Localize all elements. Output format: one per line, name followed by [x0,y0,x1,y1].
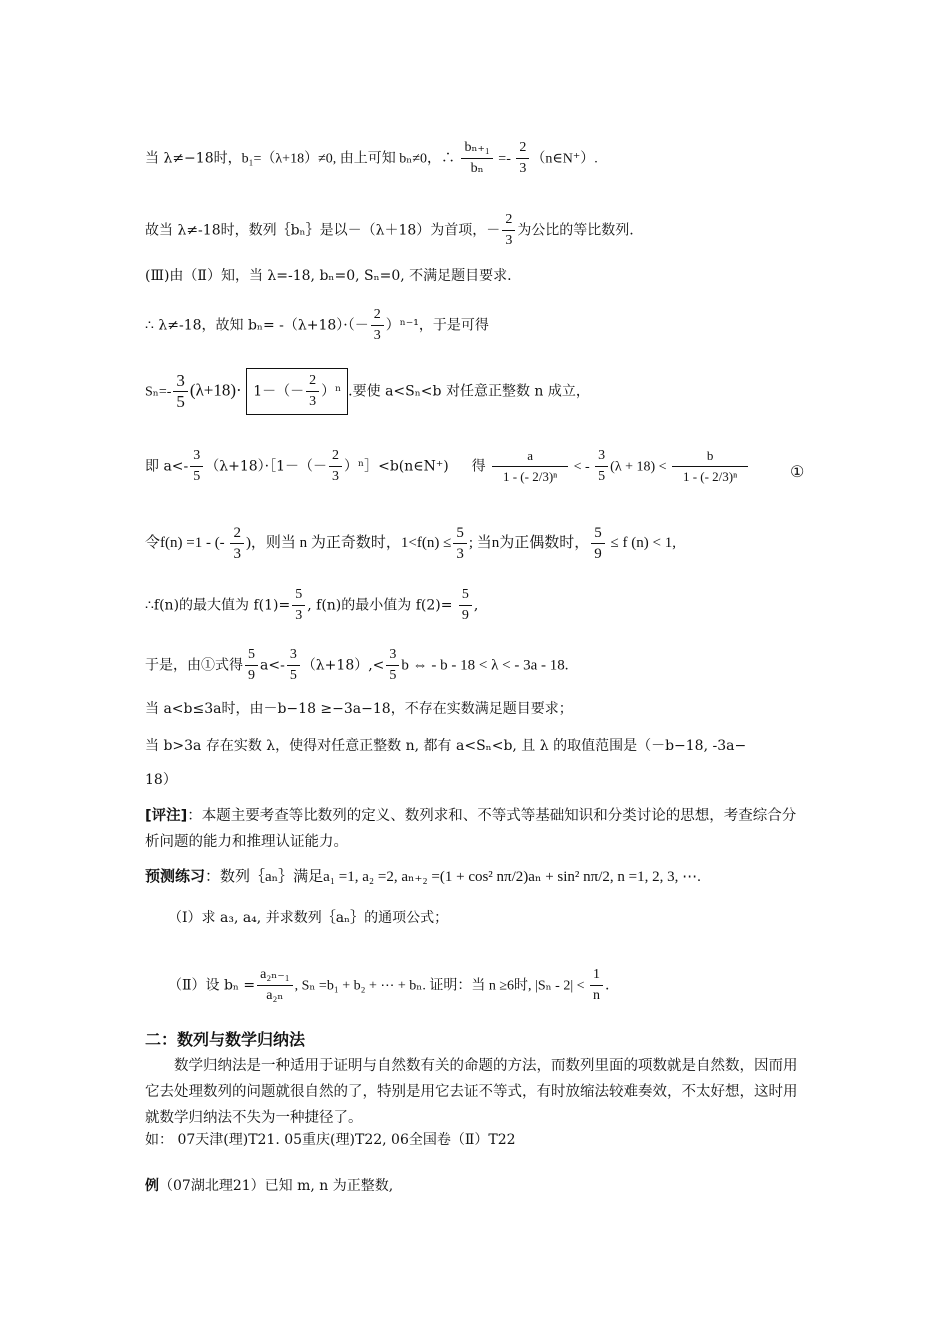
text: 为公比的等比数列. [517,222,634,239]
fraction [173,371,188,412]
denominator: 5 [598,469,606,484]
solution-line-6 [145,446,750,487]
equation-tag [790,462,804,482]
numerator: 2 [329,446,342,467]
example-label: 例 [145,1178,159,1194]
practice-part-2 [168,965,609,1006]
fraction [591,523,605,564]
denominator: 1 - (- 2/3)ⁿ [502,469,558,484]
section-heading [145,1030,305,1050]
fraction [190,446,203,487]
denominator: 3 [295,608,303,623]
numerator: 5 [292,585,305,606]
text: （λ+18）·［1－（－ [205,458,328,475]
text: b ⇔ - b - 18 < λ < - 3a - 18. [401,657,569,674]
practice-part-1 [168,908,448,928]
text: （Ⅰ）求 a₃, a₄, 并求数列｛aₙ｝的通项公式； [168,910,449,926]
numerator: b [672,446,748,467]
fraction [257,965,292,1006]
text: 故当 λ≠-18时，数列｛bₙ｝是以－（λ＋18）为首项，－ [145,222,501,239]
fraction [453,523,467,564]
fraction [595,446,608,487]
text: ∴ λ≠-18，故知 bₙ= -（λ+18）·（－ [145,317,369,334]
numerator: 3 [595,446,608,467]
numerator: 5 [591,523,605,544]
solution-line-12 [145,770,177,790]
text: , f(n)的最小值为 f(2)= [307,597,457,614]
denominator: bₙ [470,161,484,176]
text: b₁=（λ+18）≠0, 由上可知 [241,151,396,167]
fraction [386,645,399,686]
numerator: bₙ₊₁ [461,138,492,159]
text: ; 当n为正偶数时， [468,534,590,551]
denominator: 3 [332,469,340,484]
numerator: 2 [502,210,515,231]
comment-label: [评注] [145,808,188,824]
text: ≤ f (n) < 1, [606,534,676,551]
text: 于是，由①式得 [145,657,243,674]
fraction [306,371,319,412]
fraction [287,645,300,686]
solution-line-5 [145,368,590,415]
fraction [329,446,342,487]
numerator: 3 [287,645,300,666]
text: 得 [471,458,486,475]
text: Sₙ=- [145,384,172,400]
example-line [145,1176,393,1196]
numerator: 3 [190,446,203,467]
text: 当 b>3a 存在实数 λ，使得对任意正整数 n, 都有 a<Sₙ<b, 且 λ 的取值范围是（－b−18, -3a− [145,738,747,754]
text: 当 λ≠−18时， [145,150,242,167]
solution-line-11 [145,736,746,756]
denominator: 3 [233,546,241,562]
text: 如： 07天津(理)T21. 05重庆(理)T22, 06全国卷（Ⅱ）T22 [145,1132,516,1148]
text: ① [790,462,805,481]
solution-line-9 [145,645,569,686]
fraction [230,523,244,564]
solution-line-2 [145,210,634,251]
numerator: 5 [459,585,472,606]
text: 令f(n) =1 - (- [145,534,229,551]
numerator: 2 [306,371,319,392]
text: 二：数列与数学归纳法 [145,1030,306,1049]
text: ∴f(n)的最大值为 f(1)= [145,597,291,614]
text: ）ⁿ [321,383,342,400]
numerator: 3 [173,371,188,392]
text: 数学归纳法是一种适用于证明与自然数有关的命题的方法，而数列里面的项数就是自然数，因而用它去处理数列的问题就很自然的了，特别是用它去证不等式，有时放缩法较难奏效，不太好想，这时用就数学归纳法不失为一种捷径了。 [145,1058,798,1126]
denominator: a₂ₙ [266,988,284,1003]
text: )，则当 n 为正奇数时，1<f(n) ≤ [245,534,452,551]
numerator: 5 [245,645,258,666]
denominator: 9 [594,546,602,562]
fraction [502,210,515,251]
text: ：本题主要考查等比数列的定义、数列求和、不等式等基础知识和分类讨论的思想，考查综合分析问题的能力和推理认证能力。 [145,808,797,850]
bracket-expression [246,368,348,415]
solution-line-8 [145,585,478,626]
denominator: 9 [248,668,255,683]
fraction [245,645,258,686]
solution-line-10 [145,699,573,719]
practice-label: 预测练习 [145,867,206,885]
denominator: 3 [309,394,317,409]
text: , [473,597,479,614]
fraction [459,585,472,626]
numerator: 2 [516,138,529,159]
denominator: 1 - (- 2/3)ⁿ [682,469,738,484]
fraction [590,965,603,1006]
text: 18） [145,772,177,788]
text: (Ⅲ)由（Ⅱ）知，当 λ=-18, bₙ=0, Sₙ=0, 不满足题目要求. [145,268,512,284]
numerator: 1 [590,965,603,986]
denominator: 5 [289,668,297,683]
reference-line [145,1130,516,1150]
numerator: 5 [453,523,467,544]
text: 当 a<b≤3a时，由－b−18 ≥−3a−18，不存在实数满足题目要求； [145,701,573,717]
text: (λ+18)· [189,380,242,400]
text: 1－（－ [253,383,305,400]
text: （07湖北理21）已知 m, n 为正整数, [159,1178,394,1194]
text: ：数列｛aₙ｝满足a₁ =1, a₂ =2, aₙ₊₂ =(1 + cos² nπ/2)aₙ + sin² nπ/2, n =1, 2, 3, ⋯. [205,869,701,885]
text: 即 a<- [145,458,189,475]
solution-line-1 [145,138,598,179]
fraction [672,446,748,487]
text: =- [494,151,515,167]
denominator: 3 [519,161,527,176]
text: (λ + 18) < [610,459,671,475]
numerator: 3 [386,645,399,666]
denominator: n [593,988,601,1003]
denominator: 3 [505,233,513,248]
practice-problem [145,866,701,887]
text: （λ+18）,< [301,657,385,674]
text: bₙ≠0，∴ [395,151,456,167]
denominator: 3 [456,546,464,562]
text: , Sₙ =b₁ + b₂ + ⋯ + bₙ. 证明：当 n ≥6时, |Sₙ - 2| < [294,978,589,994]
solution-line-7 [145,523,676,564]
numerator: a [492,446,568,467]
text: . [605,977,610,994]
text: （n∈N⁺）. [531,151,598,167]
numerator: 2 [230,523,244,544]
comment-paragraph [145,803,810,855]
text: a<- [260,657,285,674]
fraction [461,138,492,179]
text: ）ⁿ］<b(n∈N⁺) [344,458,449,475]
denominator: 5 [193,469,201,484]
text: .要使 a<Sₙ<b 对任意正整数 n 成立， [348,383,590,400]
solution-line-4 [145,305,489,346]
fraction [292,585,305,626]
numerator: a₂ₙ₋₁ [257,965,292,986]
numerator: 2 [371,305,384,326]
fraction [516,138,529,179]
denominator: 5 [389,668,397,683]
text: < - [570,459,594,475]
denominator: 5 [176,392,185,411]
text: （Ⅱ）设 bₙ = [168,977,256,994]
fraction [371,305,384,346]
solution-line-3 [145,266,512,286]
denominator: 9 [461,608,469,623]
text: ）ⁿ⁻¹，于是可得 [385,317,489,334]
fraction [492,446,568,487]
section-paragraph [145,1053,810,1131]
denominator: 3 [373,328,381,343]
